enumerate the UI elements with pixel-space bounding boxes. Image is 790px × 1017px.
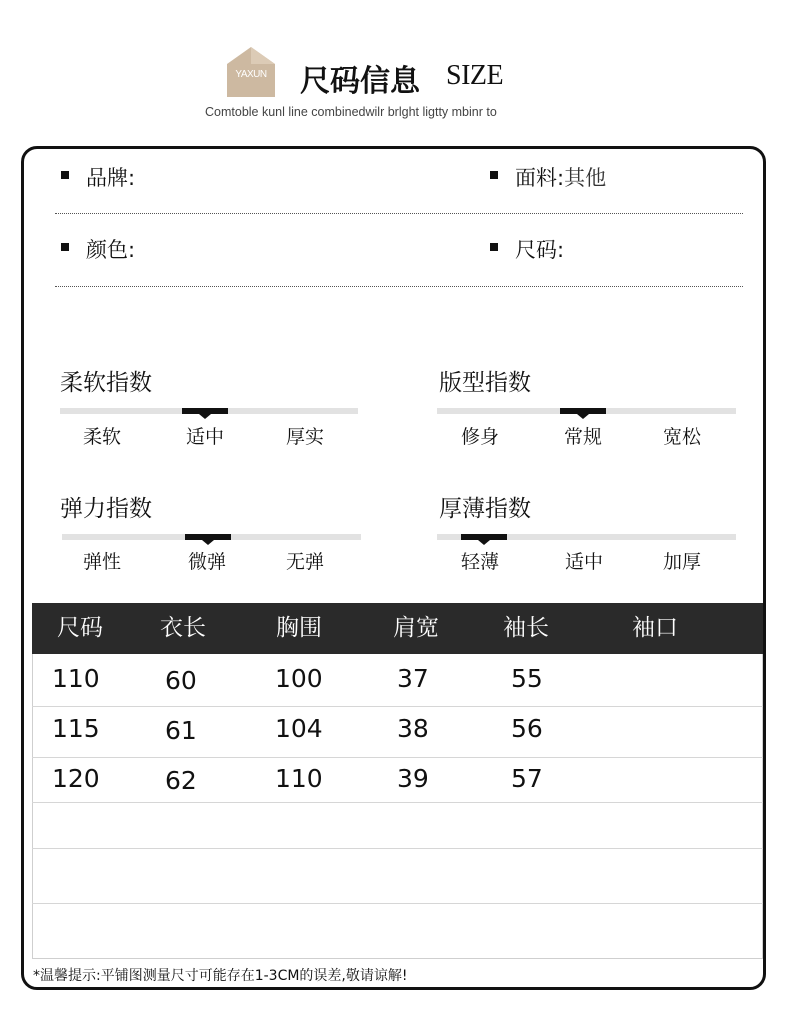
cell-size: 120 [52, 764, 100, 793]
cell-sleeve: 57 [511, 764, 543, 793]
elasticity-option-selected: 微弹 [187, 551, 226, 573]
row-divider [32, 848, 763, 849]
column-header-shoulder: 肩宽 [393, 615, 439, 641]
color-label: 颜色: [86, 238, 136, 262]
row-divider [32, 757, 763, 758]
elasticity-index-title: 弹力指数 [60, 496, 152, 522]
column-header-sleeve: 袖长 [503, 615, 549, 641]
thickness-option: 加厚 [662, 551, 701, 573]
cell-chest: 110 [275, 764, 323, 793]
fit-option: 宽松 [662, 426, 701, 448]
softness-option: 厚实 [285, 426, 324, 448]
column-header-size: 尺码 [57, 615, 103, 641]
cell-length: 60 [165, 666, 197, 695]
page-title-en: SIZE [446, 60, 504, 91]
cell-shoulder: 39 [397, 764, 429, 793]
cell-size: 110 [52, 664, 100, 693]
cell-chest: 100 [275, 664, 323, 693]
divider [55, 213, 743, 214]
cell-sleeve: 55 [511, 664, 543, 693]
brand-field [86, 162, 135, 192]
cell-chest: 104 [275, 714, 323, 743]
size-label: 尺码: [515, 238, 565, 262]
cell-length: 61 [165, 716, 197, 745]
page-title: 尺码信息 [300, 64, 420, 99]
color-field [86, 234, 135, 264]
brand-logo-text: YAXUN [235, 69, 267, 80]
row-divider [32, 706, 763, 707]
bullet-icon [490, 243, 498, 251]
column-header-cuff: 袖口 [632, 615, 678, 641]
softness-option: 柔软 [82, 426, 121, 448]
row-divider [32, 903, 763, 904]
measurement-disclaimer: *温馨提示:平铺图测量尺寸可能存在1-3CM的误差,敬请谅解! [33, 968, 408, 984]
elasticity-option: 弹性 [82, 551, 121, 573]
bullet-icon [61, 243, 69, 251]
thickness-option-selected: 轻薄 [460, 551, 499, 573]
fit-option-selected: 常规 [563, 426, 602, 448]
divider [55, 286, 743, 287]
size-field [515, 234, 564, 264]
cell-sleeve: 56 [511, 714, 543, 743]
bullet-icon [490, 171, 498, 179]
bullet-icon [61, 171, 69, 179]
page-subtitle: Comtoble kunl line combinedwilr brlght ligtty mbinr to [205, 105, 497, 119]
cell-length: 62 [165, 766, 197, 795]
marker-pointer-icon [202, 540, 214, 545]
marker-pointer-icon [577, 414, 589, 419]
column-header-chest: 胸围 [276, 615, 322, 641]
fit-option: 修身 [460, 426, 499, 448]
fabric-value: 其他 [564, 166, 607, 190]
thickness-option: 适中 [564, 551, 603, 573]
cell-size: 115 [52, 714, 100, 743]
elasticity-option: 无弹 [285, 551, 324, 573]
fabric-label: 面料: [515, 166, 565, 190]
softness-index-title: 柔软指数 [60, 370, 152, 396]
column-header-length: 衣长 [160, 615, 206, 641]
cell-shoulder: 38 [397, 714, 429, 743]
fit-index-title: 版型指数 [439, 370, 531, 396]
brand-label: 品牌: [86, 166, 136, 190]
marker-pointer-icon [199, 414, 211, 419]
fabric-field [515, 162, 606, 192]
softness-option-selected: 适中 [185, 426, 224, 448]
thickness-index-title: 厚薄指数 [439, 496, 531, 522]
cell-shoulder: 37 [397, 664, 429, 693]
size-table-body [32, 654, 763, 959]
row-divider [32, 802, 763, 803]
marker-pointer-icon [478, 540, 490, 545]
